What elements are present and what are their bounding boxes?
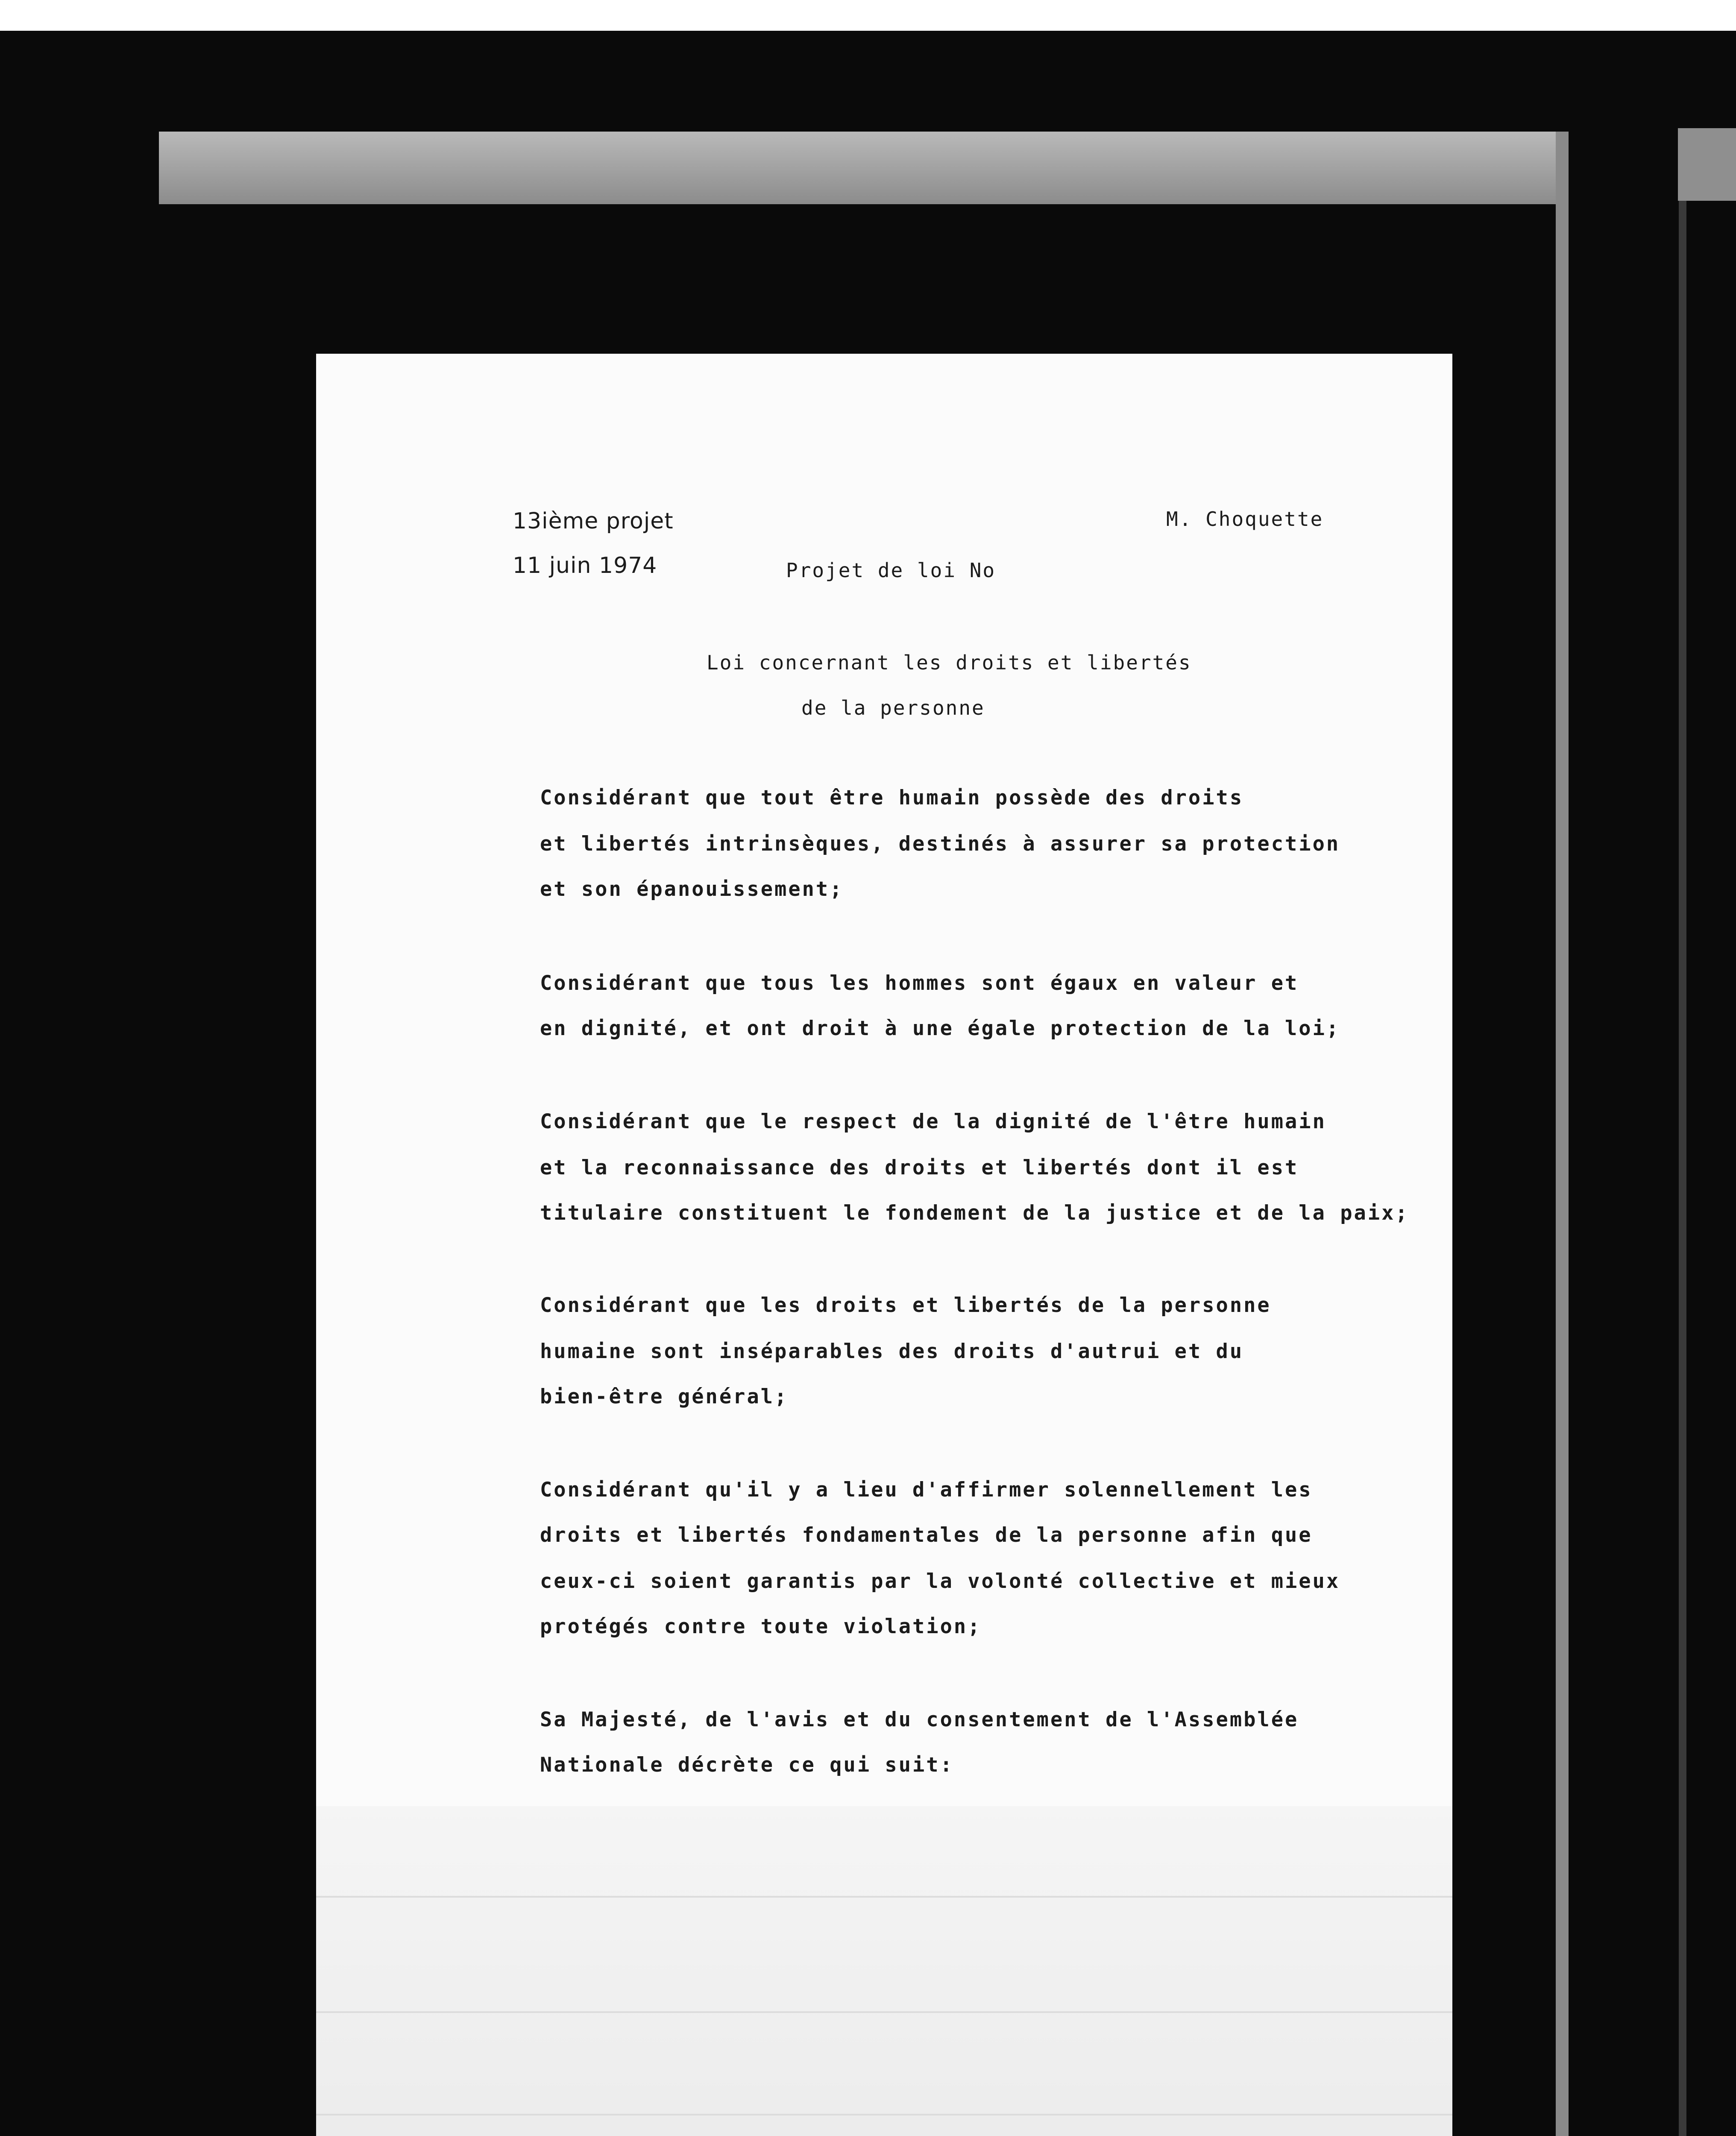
paragraph-line: ceux-ci soient garantis par la volonté collective et mieux xyxy=(540,1570,1340,1593)
paragraph-line: Sa Majesté, de l'avis et du consentement de l'Assemblée xyxy=(540,1708,1299,1731)
paragraph-line: protégés contre toute violation; xyxy=(540,1615,982,1638)
paragraph-line: titulaire constituent le fondement de la justice et de la paix; xyxy=(540,1201,1409,1225)
paragraph-line: droits et libertés fondamentales de la personne afin que xyxy=(540,1523,1313,1547)
paragraph-line: et libertés intrinsèques, destinés à assurer sa protection xyxy=(540,832,1340,856)
page-lower-shading xyxy=(316,1806,1452,2136)
page-rule xyxy=(316,2114,1452,2115)
paragraph-line: humaine sont inséparables des droits d'autrui et du xyxy=(540,1340,1244,1363)
adjacent-frame-edge xyxy=(1679,201,1686,2136)
paragraph-line: en dignité, et ont droit à une égale protection de la loi; xyxy=(540,1017,1340,1040)
paragraph-line: et la reconnaissance des droits et libertés dont il est xyxy=(540,1156,1299,1179)
draft-number: 13ième projet xyxy=(513,508,674,534)
paragraph-line: Nationale décrète ce qui suit: xyxy=(540,1753,954,1777)
paragraph-line: bien-être général; xyxy=(540,1385,789,1408)
frame-right-edge xyxy=(1556,132,1569,2136)
paragraph-line: et son épanouissement; xyxy=(540,877,844,901)
page-rule xyxy=(316,2011,1452,2013)
document-page xyxy=(316,354,1452,2136)
paragraph-line: Considérant que tous les hommes sont égaux en valeur et xyxy=(540,971,1299,995)
document-author: M. Choquette xyxy=(1166,508,1324,531)
frame-top-strip xyxy=(159,132,1569,204)
document-title-line: de la personne xyxy=(801,696,985,719)
document-title-line: Loi concernant les droits et libertés xyxy=(707,651,1192,674)
page-rule xyxy=(316,1896,1452,1898)
adjacent-frame-top xyxy=(1678,128,1736,201)
paragraph-line: Considérant qu'il y a lieu d'affirmer solennellement les xyxy=(540,1478,1313,1502)
paragraph-line: Considérant que les droits et libertés de la personne xyxy=(540,1294,1271,1317)
paragraph-line: Considérant que le respect de la dignité de l'être humain xyxy=(540,1110,1326,1133)
document-date: 11 juin 1974 xyxy=(513,553,657,578)
bill-label: Projet de loi No xyxy=(786,559,996,582)
paragraph-line: Considérant que tout être humain possède des droits xyxy=(540,786,1244,810)
